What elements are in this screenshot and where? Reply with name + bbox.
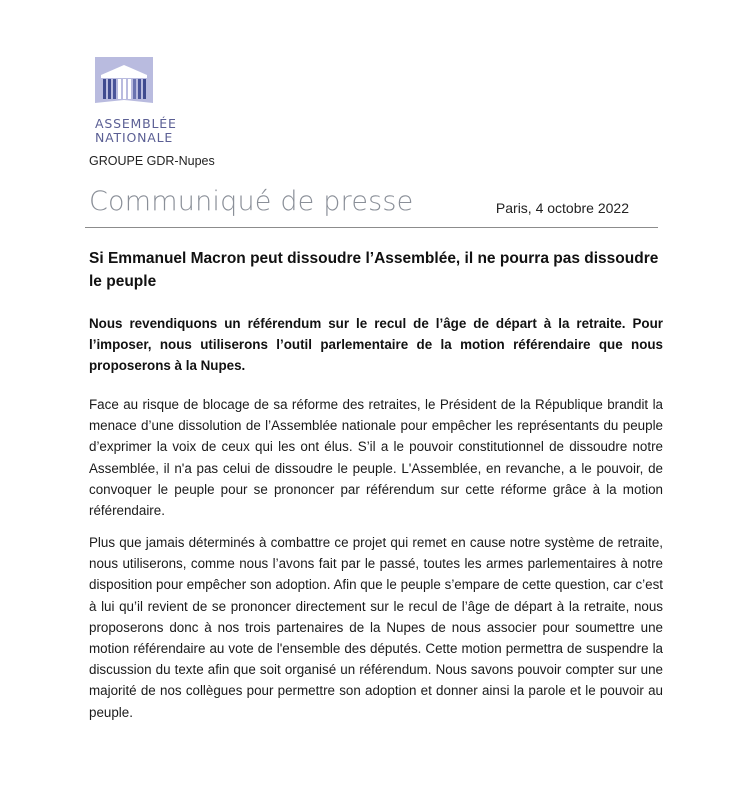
logo-wordmark	[95, 117, 195, 145]
press-header	[89, 186, 659, 228]
body-paragraph-2: Plus que jamais déterminés à combattre ce projet qui remet en cause notre système de retraite, nous utiliserons, comme nous l’avons fait par le passé, toutes les armes parlementaires à notre disposition pour empêcher son adoption. Afin que le peuple s’empare de cette question, car c’est à lui qu’il revient de se prononcer directement sur le recul de l’âge de départ à la retraite, nous proposerons donc à nos trois partenaires de la Nupes de nous associer pour soumettre une motion référendaire au vote de l'ensemble des députés. Cette motion permettra de suspendre la discussion du texte afin que soit organisé un référendum. Nous savons pouvoir compter sur une majorité de nos collègues pour permettre son adoption et donner ainsi la parole et le pouvoir au peuple.	[89, 535, 663, 720]
press-release-title: Communiqué de presse	[89, 186, 414, 217]
logo-line-1: ASSEMBLÉE	[95, 116, 177, 131]
group-name: GROUPE GDR-Nupes	[89, 154, 215, 168]
assemblee-nationale-logo	[95, 57, 185, 145]
body-paragraph-1: Face au risque de blocage de sa réforme des retraites, le Président de la République brandit la menace d’une dissolution de l’Assemblée nationale pour empêcher les représentants du peuple d’exprimer la voix de ceux qui les ont élus. S’il a le pouvoir constitutionnel de dissoudre notre Assemblée, il n'a pas celui de dissoudre le peuple. L'Assemblée, en revanche, a le pouvoir, de convoquer le peuple pour se prononcer par référendum sur cette réforme grâce à la motion référendaire.	[89, 397, 663, 519]
press-release-date: Paris, 4 octobre 2022	[495, 200, 629, 216]
lead-paragraph: Nous revendiquons un référendum sur le recul de l’âge de départ à la retraite. Pour l’imposer, nous utiliserons l’outil parlementaire de la motion référendaire que nous proposerons à la Nupes.	[89, 316, 663, 373]
logo-emblem	[95, 57, 153, 109]
header-divider	[85, 227, 658, 228]
palais-bourbon-icon	[95, 57, 153, 109]
headline: Si Emmanuel Macron peut dissoudre l’Assemblée, il ne pourra pas dissoudre le peuple	[89, 250, 659, 290]
logo-line-2: NATIONALE	[95, 130, 174, 145]
